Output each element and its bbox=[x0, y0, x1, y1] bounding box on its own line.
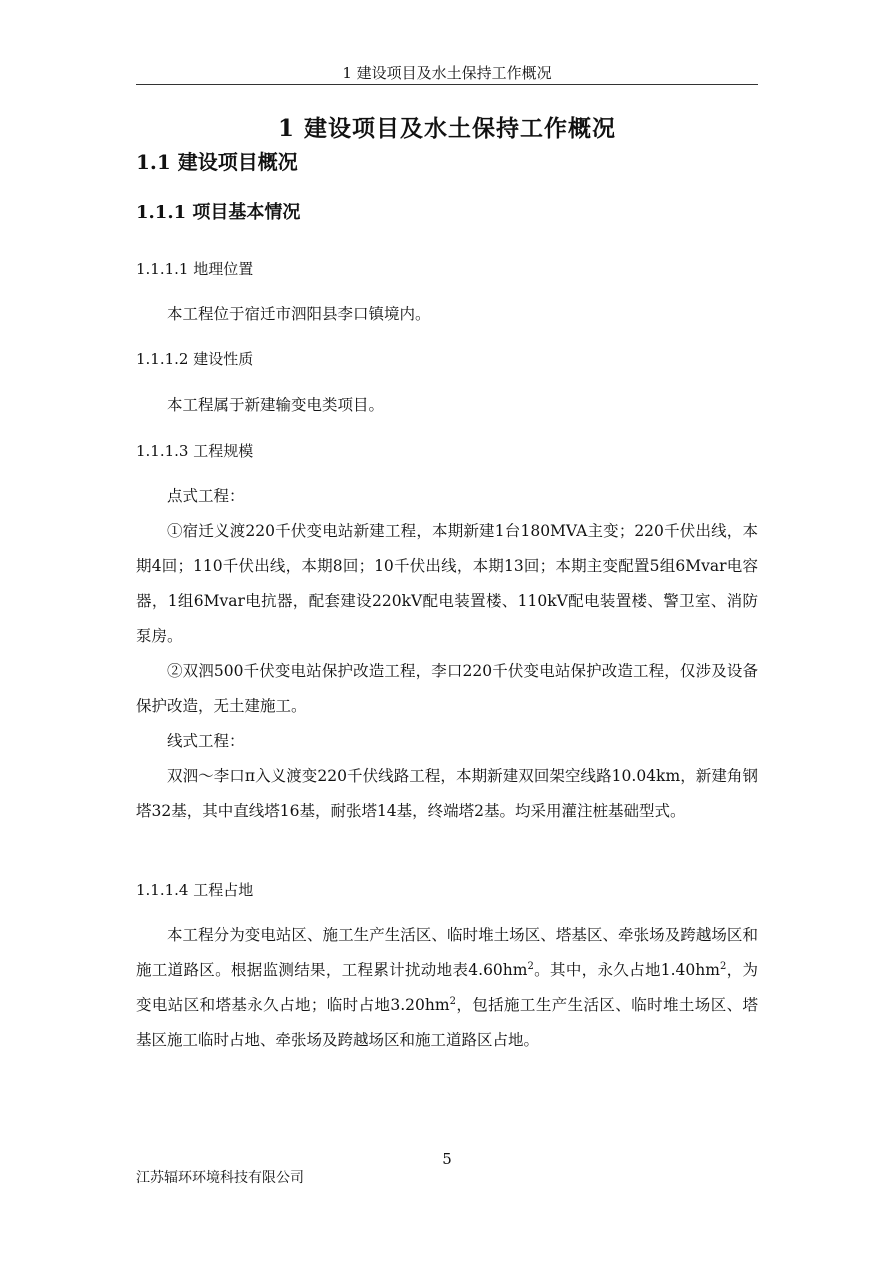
superscript-2: 2 bbox=[527, 960, 534, 972]
paragraph-line-1: 双泗～李口π入义渡变220千伏线路工程，本期新建双回架空线路10.04km，新建角钢塔32基，其中直线塔16基，耐张塔14基，终端塔2基。均采用灌注桩基础型式。 bbox=[136, 767, 758, 820]
paragraph-land bbox=[136, 918, 758, 1058]
paragraph-line-label: 线式工程： bbox=[167, 732, 245, 750]
heading-scale: 1.1.1.3 工程规模 bbox=[136, 442, 254, 460]
footer-company: 江苏辐环环境科技有限公司 bbox=[136, 1170, 304, 1186]
superscript-2: 2 bbox=[449, 995, 456, 1007]
superscript-2: 2 bbox=[719, 960, 727, 972]
heading-land: 1.1.1.4 工程占地 bbox=[136, 881, 254, 899]
land-text-b: 。其中，永久占地1.40hm bbox=[533, 961, 720, 979]
land-text-a: 本工程分为变电站区、施工生产生活区、临时堆土场区、塔基区、牵张场及跨越场区和施工道路区。根据监测结果，工程累计扰动地表4.60hm bbox=[136, 926, 758, 979]
header-rule bbox=[136, 84, 758, 85]
paragraph-nature: 本工程属于新建输变电类项目。 bbox=[167, 396, 385, 414]
paragraph-location: 本工程位于宿迁市泗阳县李口镇境内。 bbox=[167, 305, 431, 323]
land-text-d: ，包括施工生产生活区、临时堆土场区、塔基区施工临时占地、牵张场及跨越场区和施工道路区占地。 bbox=[136, 996, 758, 1049]
land-text-c: ，为变电站区和塔基永久占地；临时占地3.20hm bbox=[136, 961, 758, 1014]
paragraph-point-1: ①宿迁义渡220千伏变电站新建工程，本期新建1台180MVA主变；220千伏出线，本期4回；110千伏出线，本期8回；10千伏出线，本期13回；本期主变配置5组6Mvar电容器，1组6Mvar电抗器，配套建设220kV配电装置楼、110kV配电装置楼、警卫室、消防泵房。 bbox=[136, 522, 758, 645]
paragraph-point-2: ②双泗500千伏变电站保护改造工程，李口220千伏变电站保护改造工程，仅涉及设备保护改造，无土建施工。 bbox=[136, 662, 758, 715]
chapter-title: 1 建设项目及水土保持工作概况 bbox=[277, 115, 616, 142]
heading-nature: 1.1.1.2 建设性质 bbox=[136, 350, 254, 368]
page-number: 5 bbox=[442, 1150, 452, 1168]
heading-location: 1.1.1.1 地理位置 bbox=[136, 260, 254, 278]
paragraph-point-label: 点式工程： bbox=[167, 487, 245, 505]
subsection-heading: 1.1.1 项目基本情况 bbox=[136, 202, 301, 223]
running-header: 1 建设项目及水土保持工作概况 bbox=[342, 64, 552, 82]
section-heading: 1.1 建设项目概况 bbox=[136, 150, 298, 174]
